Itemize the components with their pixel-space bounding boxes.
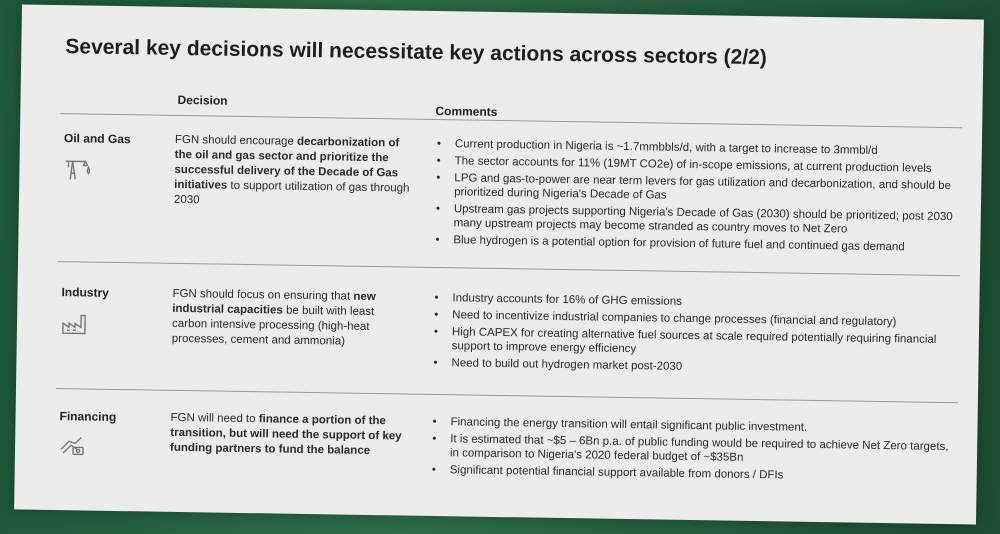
- comment-item: • Current production in Nigeria is ~1.7mmbbls/d, with a target to increase to 3mmbl/d: [435, 137, 955, 159]
- row-industry: [58, 285, 960, 373]
- decision-column-header: Decision: [177, 92, 228, 108]
- sector-label: Financing: [59, 409, 117, 425]
- divider: [60, 113, 962, 128]
- comment-item: • LPG and gas-to-power are near term levers for gas utilization and decarbonization, and should be prioritized during Nigeria's Decade of Gas: [434, 171, 954, 207]
- comments-list: [433, 137, 955, 258]
- handshake-money-icon: [59, 431, 87, 457]
- comment-item: • Blue hydrogen is a potential option for provision of future fuel and continued gas demand: [433, 233, 953, 255]
- slide: [14, 4, 984, 524]
- row-oil-and-gas: [60, 131, 962, 254]
- comment-item: • Financing the energy transition will entail significant public investment.: [430, 415, 950, 437]
- slide-title: Several key decisions will necessitate key actions across sectors (2/2): [65, 35, 768, 70]
- factory-icon: [61, 309, 89, 335]
- row-financing: [56, 409, 958, 482]
- comments-column-header: Comments: [435, 103, 498, 119]
- comment-item: • Need to incentivize industrial companies to change processes (financial and regulatory): [432, 308, 952, 330]
- comments-list: [430, 415, 951, 488]
- comments-list: [431, 291, 952, 381]
- comment-item: • Upstream gas projects supporting Nigeria's Decade of Gas (2030) should be prioritized; post 2030 many upstream projects may become stranded as country moves to Net Zero: [434, 202, 954, 238]
- comment-item: • High CAPEX for creating alternative fuel sources at scale required potentially requiring financial support to improve energy efficiency: [432, 325, 952, 361]
- divider: [56, 388, 958, 403]
- oil-rig-icon: [63, 157, 91, 183]
- comment-item: • Industry accounts for 16% of GHG emissions: [432, 291, 952, 313]
- sector-label: Oil and Gas: [63, 131, 131, 147]
- decision-text: FGN will need to finance a portion of the transition, but will need the support of key funding partners to fund the balance: [169, 411, 402, 457]
- comment-item: • Significant potential financial support available from donors / DFIs: [430, 463, 950, 485]
- comment-item: • Need to build out hydrogen market post-2030: [431, 356, 951, 378]
- sector-label: Industry: [61, 285, 109, 300]
- decision-text: FGN should encourage decarbonization of the oil and gas sector and prioritize the successful delivery of the Decade of Gas initiatives to support utilization of gas through 2030: [173, 133, 410, 207]
- comment-item: • It is estimated that ~$5 – 6Bn p.a. of public funding would be required to achieve Net Zero targets, in comparison to Nigeria's 2020 federal budget of ~$35Bn: [430, 432, 950, 468]
- divider: [58, 261, 960, 276]
- decision-text: FGN should focus on ensuring that new industrial capacities be built with least carbon intensive processing (high-heat processes, cement and ammonia): [171, 287, 376, 348]
- comment-item: • The sector accounts for 11% (19MT CO2e) of in-scope emissions, at current production levels: [435, 154, 955, 176]
